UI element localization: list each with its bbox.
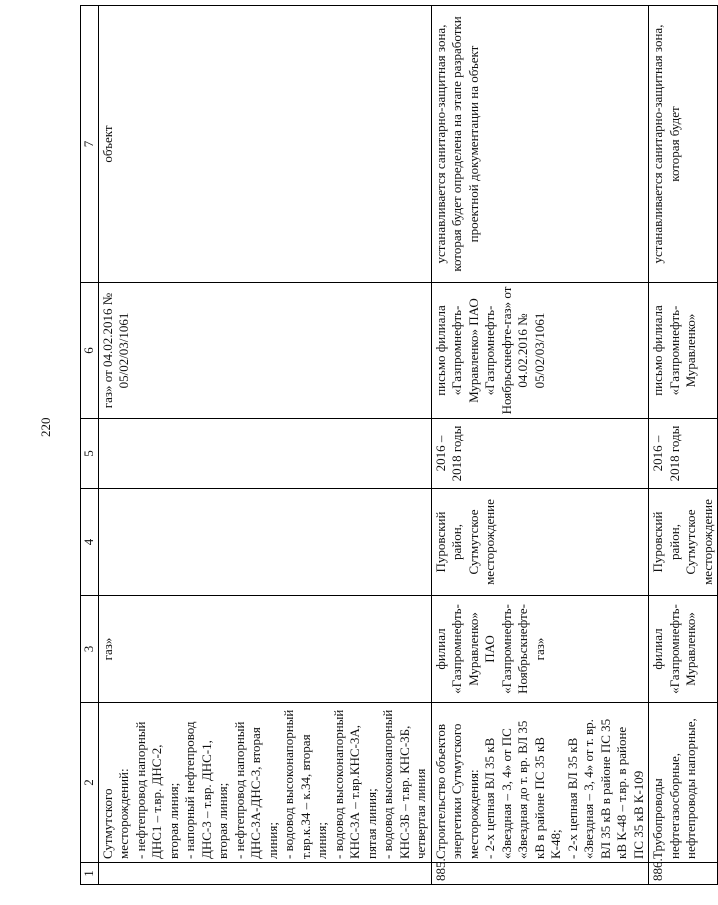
object-name: Сутмутского месторождений: - нефтепровод напорный ДНС1 – т.вр. ДНС-2, вторая линия; - напорный нефтепровод ДНС-3 – т.вр. ДНС-1, вторая линия; - нефтепровод напорный ДНС-3А-ДНС-3, вторая линия; - водовод высоконапорный т.вр.к.34 – к.34, вторая линия; - водовод высоконапорный КНС-3А – т.вр.КНС-3А, пятая линия; - водовод высоконапорный КНС-3Б – т.вр. КНС-3Б, четвертая линия	[98, 703, 431, 863]
header-col-4: 4	[81, 489, 99, 596]
customer: газ»	[98, 596, 431, 703]
page-number: 220	[38, 417, 53, 437]
table-row	[98, 6, 431, 885]
row-number	[98, 863, 431, 885]
basis: письмо филиала «Газпромнефть-Муравленко»	[649, 283, 718, 419]
note: устанавливается санитарно-защитная зона, которая будет	[649, 6, 718, 283]
object-name: Трубопроводы нефтегазосборные, нефтепроводы напорные,	[649, 703, 718, 863]
table-row	[649, 6, 718, 885]
customer: филиал «Газпромнефть-Муравленко»	[649, 596, 718, 703]
period	[98, 419, 431, 489]
header-col-5: 5	[81, 419, 99, 489]
period: 2016 – 2018 годы	[649, 419, 718, 489]
header-col-2: 2	[81, 703, 99, 863]
rotated-table-container	[80, 5, 715, 885]
customer: филиал «Газпромнефть-Муравленко» ПАО «Газпромнефть-Ноябрьскнефте-газ»	[431, 596, 649, 703]
objects-table	[80, 5, 718, 885]
basis: газ» от 04.02.2016 № 05/02/03/1061	[98, 283, 431, 419]
row-number: 885.	[431, 863, 649, 885]
basis: письмо филиала «Газпромнефть-Муравленко» ПАО «Газпромнефть-Ноябрьскнефте-газ» от 04.02.2016 № 05/02/03/1061	[431, 283, 649, 419]
location: Пуровский район, Сутмутское месторождение	[649, 489, 718, 596]
table-row	[431, 6, 649, 885]
header-col-7: 7	[81, 6, 99, 283]
period: 2016 – 2018 годы	[431, 419, 649, 489]
header-col-6: 6	[81, 283, 99, 419]
note: устанавливается санитарно-защитная зона, которая будет определена на этапе разработки проектной документации на объект	[431, 6, 649, 283]
object-name: Строительство объектов энергетики Сутмутского месторождения: - 2-х цепная ВЛ 35 кВ «Звездная – 3, 4» от ПС «Звездная до т. вр. ВЛ 35 кВ в районе ПС 35 кВ К-48; - 2-х цепная ВЛ 35 кВ «Звездная – 3, 4» от т. вр. ВЛ 35 кВ в районе ПС 35 кВ К-48 – т.вр. в районе ПС 35 кВ К-109	[431, 703, 649, 863]
location: Пуровский район, Сутмутское месторождение	[431, 489, 649, 596]
location	[98, 489, 431, 596]
header-col-3: 3	[81, 596, 99, 703]
note: объект	[98, 6, 431, 283]
header-row	[81, 6, 99, 885]
row-number: 886.	[649, 863, 718, 885]
header-col-1: 1	[81, 863, 99, 885]
